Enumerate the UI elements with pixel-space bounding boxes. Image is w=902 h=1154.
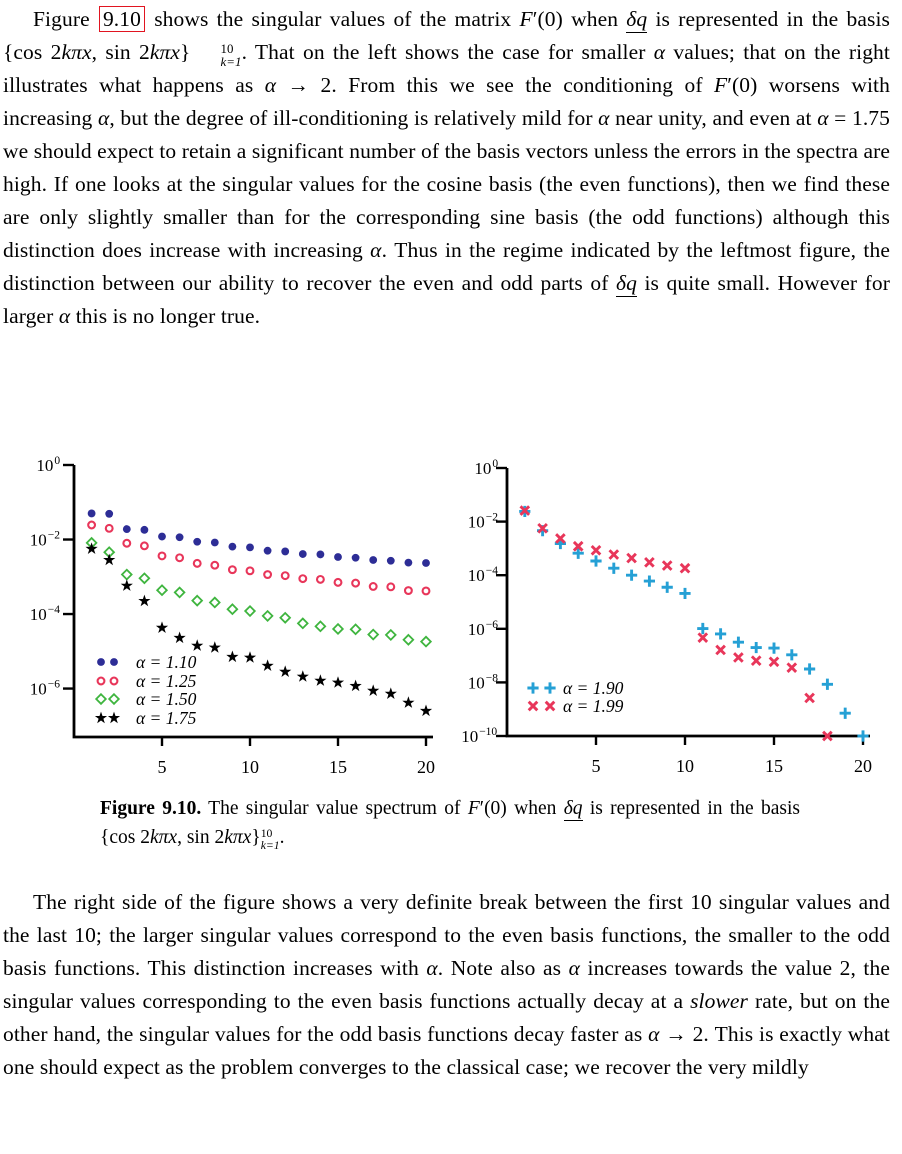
svg-text:10: 10 — [241, 757, 259, 777]
svg-text:15: 15 — [765, 756, 783, 776]
text-segment: α — [653, 40, 666, 64]
text-segment: α — [58, 304, 71, 328]
text-segment: Figure 9.10. — [100, 798, 202, 819]
text-segment: near unity, and even at — [609, 106, 818, 130]
svg-text:α = 1.90: α = 1.90 — [563, 678, 624, 698]
text-segment: kπx — [149, 40, 181, 64]
text-segment: δq — [615, 271, 637, 295]
text-segment: shows the singular values of the matrix — [145, 7, 520, 31]
svg-text:20: 20 — [854, 756, 872, 776]
text-segment: Figure — [33, 7, 98, 31]
right-plot — [452, 445, 902, 785]
svg-text:α = 1.50: α = 1.50 — [136, 689, 197, 709]
text-segment: α — [370, 238, 382, 262]
svg-text:α = 1.75: α = 1.75 — [136, 708, 197, 728]
svg-text:10−8: $10^{-8}$ — [467, 672, 499, 693]
text-segment: kπx — [61, 40, 92, 64]
svg-text:10−2: $10^{-2}$ — [467, 511, 499, 532]
text-segment: is represented in the basis {cos 2 — [3, 7, 890, 64]
text-segment: ′(0) when — [532, 7, 627, 31]
svg-text:10−4: $10^{-4}$ — [29, 604, 61, 625]
text-segment: ′(0) worsens with increasing — [3, 73, 890, 130]
svg-text:10−10: $10^{-10}$ — [461, 726, 498, 746]
figure-caption — [100, 795, 800, 852]
text-segment: δq — [626, 7, 648, 31]
svg-text:15: 15 — [329, 757, 347, 777]
svg-text:5: 5 — [591, 756, 601, 776]
svg-text:100: $10^0$ — [474, 458, 499, 478]
text-segment: δq — [563, 798, 583, 819]
text-segment: } — [251, 826, 261, 848]
text-segment: . Note also as — [437, 956, 569, 980]
text-segment: , sin 2 — [91, 40, 150, 64]
text-segment: α — [648, 1022, 660, 1046]
body-paragraph-2 — [3, 886, 890, 1084]
sup-sub-script: 10 k=1 — [220, 42, 242, 70]
text-segment: → 2. From this we see the conditioning of — [276, 73, 714, 97]
text-segment: F — [714, 73, 728, 97]
text-segment: ′(0) when — [479, 798, 564, 819]
text-segment: α — [568, 956, 580, 980]
left-plot — [0, 445, 450, 785]
text-segment: α — [426, 956, 438, 980]
text-segment: this is no longer true. — [70, 304, 261, 328]
svg-text:α = 1.10: α = 1.10 — [136, 652, 197, 672]
text-segment: . That on the left shows the case for smaller — [241, 40, 654, 64]
text-segment: values; that on the right illustrates what happens as — [3, 40, 890, 97]
text-segment: . Thus in the regime indicated by the leftmost figure, the distinction between our ability to recover the even and odd parts of — [3, 238, 890, 295]
text-segment: , sin 2 — [177, 826, 225, 848]
text-segment: = 1.75 we should expect to retain a significant number of the basis vectors unless the errors in the spectra are high. If one looks at the singular values for the cosine basis (the even functions), then we find these are only slightly smaller than for the corresponding sine basis (the odd functions) although this distinction does increase with increasing — [3, 106, 891, 262]
svg-text:100: $10^0$ — [36, 455, 61, 475]
svg-text:20: 20 — [417, 757, 435, 777]
text-segment: kπx — [224, 826, 252, 848]
svg-text:10−6: $10^{-6}$ — [467, 618, 499, 639]
text-segment: α — [264, 73, 277, 97]
text-segment: increases towards the value 2, the singular values corresponding to the even basis functions actually decay at a — [3, 956, 890, 1013]
text-segment: α — [598, 106, 610, 130]
svg-text:10: 10 — [676, 756, 694, 776]
text-segment: The right side of the figure shows a very definite break between the first 10 singular values and the last 10; the larger singular values correspond to the even basis functions, the smaller to the odd basis functions. This distinction increases with — [3, 890, 890, 980]
text-segment: α — [817, 106, 829, 130]
body-paragraph-1 — [3, 3, 890, 333]
svg-text:5: 5 — [157, 757, 167, 777]
text-segment: kπx — [149, 826, 178, 848]
text-segment: is represented in the basis {cos 2 — [100, 798, 800, 848]
text-segment: rate, but on the other hand, the singular values for the odd basis functions decay faster as — [3, 989, 890, 1046]
text-segment: , but the degree of ill-conditioning is relatively mild for — [109, 106, 599, 130]
text-segment: α — [97, 106, 110, 130]
text-segment: . — [279, 826, 285, 848]
svg-text:α = 1.25: α = 1.25 — [136, 671, 197, 691]
text-segment: The singular value spectrum of — [201, 798, 468, 819]
svg-text:10−2: $10^{-2}$ — [29, 529, 61, 550]
figure-ref-link[interactable]: 9.10 — [99, 6, 145, 32]
text-segment: is quite small. However for larger — [3, 271, 890, 328]
sup-sub-script: 10 k=1 — [260, 827, 280, 852]
text-segment: slower — [690, 989, 749, 1013]
svg-text:10−6: $10^{-6}$ — [29, 678, 61, 699]
text-segment: F — [467, 798, 480, 819]
svg-text:α = 1.99: α = 1.99 — [563, 696, 624, 716]
text-segment: F — [519, 7, 533, 31]
svg-text:10−4: $10^{-4}$ — [467, 565, 499, 586]
text-segment: } — [180, 40, 191, 64]
text-segment: → 2. This is exactly what one should expect as the problem converges to the classical case; we recover the very mildly — [3, 1022, 890, 1079]
